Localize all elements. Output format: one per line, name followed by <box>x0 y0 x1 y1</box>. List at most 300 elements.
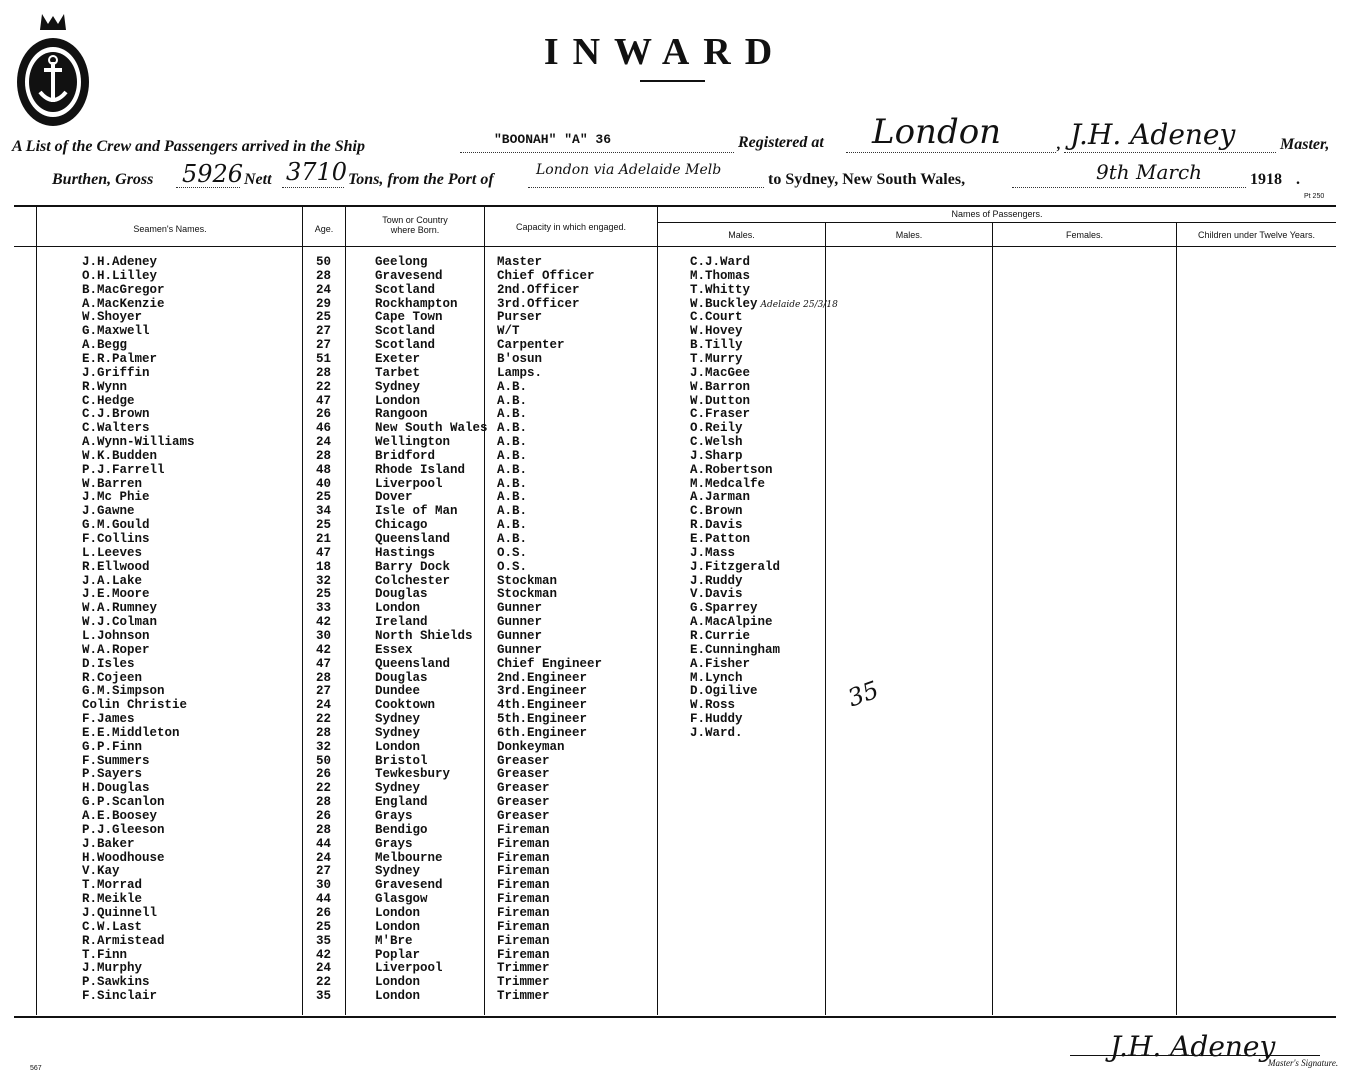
passenger-row <box>690 338 743 352</box>
crew-name: C.Walters <box>82 421 150 436</box>
crew-birthplace: London <box>375 393 421 408</box>
crew-birthplace: Queensland <box>375 532 451 546</box>
pencil-annotation: 35 <box>844 675 883 713</box>
crew-birthplace: Sydney <box>375 725 421 740</box>
crew-birthplace: Colchester <box>375 573 451 588</box>
crew-name: W.A.Rumney <box>82 601 158 616</box>
crew-name: A.MacKenzie <box>82 296 165 311</box>
crest-emblem-icon <box>12 10 94 128</box>
crew-capacity: Lamps. <box>497 365 543 380</box>
crew-capacity: Fireman <box>497 850 550 865</box>
col-males-2: Males. <box>895 230 923 240</box>
crew-row <box>0 629 1347 643</box>
gross-tons: 5926 <box>182 160 244 188</box>
crew-name: D.Isles <box>82 656 135 671</box>
crew-name: L.Johnson <box>82 628 150 643</box>
crew-birthplace: London <box>375 905 421 920</box>
passenger-row <box>690 574 743 588</box>
crew-row <box>0 934 1347 948</box>
crew-birthplace: Chicago <box>375 518 428 533</box>
crew-birthplace: Douglas <box>375 670 428 685</box>
col-passengers: Names of Passengers. <box>951 209 1043 219</box>
crew-capacity: A.B. <box>497 393 528 408</box>
col-age: Age. <box>314 224 334 234</box>
crew-capacity: A.B. <box>497 421 528 436</box>
crew-row <box>0 948 1347 962</box>
crew-capacity: B'osun <box>497 351 543 366</box>
crew-capacity: Fireman <box>497 864 550 879</box>
passenger-row <box>690 671 743 685</box>
crew-birthplace: London <box>375 975 421 990</box>
crew-capacity: W/T <box>497 324 520 339</box>
crew-name: A.Begg <box>82 338 128 353</box>
passenger-name: B.Tilly <box>690 338 743 353</box>
crew-name: G.P.Scanlon <box>82 795 165 810</box>
crew-name: J.Gawne <box>82 504 135 519</box>
crew-birthplace: Grays <box>375 836 413 851</box>
crew-birthplace: Bristol <box>375 753 428 768</box>
crew-birthplace: Exeter <box>375 351 421 366</box>
crew-row <box>0 352 1347 366</box>
period-mark: . <box>1296 171 1300 188</box>
passenger-row <box>690 643 780 657</box>
crew-row <box>0 449 1347 463</box>
crew-age: 30 <box>316 878 332 893</box>
crew-capacity: 3rd.Engineer <box>497 684 588 699</box>
crew-birthplace: Bridford <box>375 448 436 463</box>
crew-age: 22 <box>316 379 332 394</box>
crew-age: 34 <box>316 504 332 519</box>
crew-birthplace: Essex <box>375 642 413 657</box>
passenger-name: R.Currie <box>690 628 751 643</box>
crew-row <box>0 671 1347 685</box>
passenger-row <box>690 490 750 504</box>
crew-capacity: Donkeyman <box>497 739 565 754</box>
passenger-name: C.Brown <box>690 504 743 519</box>
passenger-row <box>690 629 750 643</box>
passenger-row <box>690 615 773 629</box>
crew-age: 22 <box>316 781 332 796</box>
crew-capacity: A.B. <box>497 462 528 477</box>
passenger-name: M.Lynch <box>690 670 743 685</box>
crew-name: P.Sawkins <box>82 975 150 990</box>
crew-birthplace: Liverpool <box>375 961 443 976</box>
crew-name: O.H.Lilley <box>82 268 158 283</box>
passenger-row <box>690 366 750 380</box>
crew-capacity: A.B. <box>497 407 528 422</box>
passenger-row <box>690 352 743 366</box>
crew-row <box>0 795 1347 809</box>
passenger-name: A.Fisher <box>690 656 751 671</box>
crew-name: F.James <box>82 712 135 727</box>
passenger-name: C.Fraser <box>690 407 751 422</box>
passenger-name: J.MacGee <box>690 365 751 380</box>
signature-label: Master's Signature. <box>1268 1058 1339 1068</box>
crew-row <box>0 726 1347 740</box>
crew-birthplace: Cape Town <box>375 310 443 325</box>
crew-birthplace: Rockhampton <box>375 296 458 311</box>
crew-row <box>0 961 1347 975</box>
crew-age: 33 <box>316 601 332 616</box>
crew-name: J.Griffin <box>82 365 150 380</box>
passenger-name: V.Davis <box>690 587 743 602</box>
crew-name: W.J.Colman <box>82 615 158 630</box>
passenger-row <box>690 283 750 297</box>
passenger-note: Adelaide 25/3/18 <box>760 299 838 310</box>
col-seamen-names: Seamen's Names. <box>133 224 207 234</box>
crew-row <box>0 975 1347 989</box>
crew-capacity: Chief Engineer <box>497 656 603 671</box>
col-females: Females. <box>1065 230 1103 240</box>
crew-birthplace: Scotland <box>375 324 436 339</box>
passenger-name: A.Jarman <box>690 490 751 505</box>
crew-birthplace: Melbourne <box>375 850 443 865</box>
crew-capacity: A.B. <box>497 518 528 533</box>
crew-row <box>0 477 1347 491</box>
crew-age: 22 <box>316 712 332 727</box>
title-underline <box>640 80 705 82</box>
passenger-row <box>690 269 750 283</box>
crew-birthplace: Geelong <box>375 255 428 269</box>
crew-birthplace: Poplar <box>375 947 421 962</box>
passenger-row <box>690 518 743 532</box>
passenger-row <box>690 463 773 477</box>
crew-birthplace: London <box>375 601 421 616</box>
crew-capacity: O.S. <box>497 559 528 574</box>
crew-age: 28 <box>316 268 332 283</box>
passenger-row <box>690 601 758 615</box>
passenger-name: O.Reily <box>690 421 743 436</box>
crew-age: 40 <box>316 476 332 491</box>
crew-name: R.Wynn <box>82 379 128 394</box>
passenger-row <box>690 560 780 574</box>
crew-row <box>0 809 1347 823</box>
crew-birthplace: Rangoon <box>375 407 428 422</box>
crew-row <box>0 366 1347 380</box>
passenger-name: E.Cunningham <box>690 642 781 657</box>
crew-name: G.M.Gould <box>82 518 150 533</box>
col-males-1: Males. <box>728 230 755 240</box>
passenger-name: R.Davis <box>690 518 743 533</box>
crew-capacity: A.B. <box>497 448 528 463</box>
crew-name: F.Collins <box>82 532 150 546</box>
crew-name: P.Sayers <box>82 767 143 782</box>
crew-birthplace: England <box>375 795 428 810</box>
crew-row <box>0 338 1347 352</box>
passenger-name: T.Murry <box>690 351 743 366</box>
crew-age: 27 <box>316 338 332 353</box>
crew-age: 25 <box>316 310 332 325</box>
crew-name: W.Barren <box>82 476 143 491</box>
crew-capacity: 5th.Engineer <box>497 712 588 727</box>
crew-capacity: 6th.Engineer <box>497 725 588 740</box>
crew-capacity: 3rd.Officer <box>497 296 580 311</box>
crew-birthplace: Sydney <box>375 712 421 727</box>
crew-row <box>0 615 1347 629</box>
crew-capacity: Fireman <box>497 892 550 907</box>
crew-row <box>0 698 1347 712</box>
crew-age: 26 <box>316 767 332 782</box>
crew-birthplace: Sydney <box>375 864 421 879</box>
passenger-name: C.Welsh <box>690 435 743 450</box>
crew-row <box>0 740 1347 754</box>
crew-capacity: Greaser <box>497 795 550 810</box>
passengers-header-rule <box>658 222 1336 223</box>
crew-capacity: Greaser <box>497 809 550 823</box>
passenger-name: M.Medcalfe <box>690 476 766 491</box>
passenger-row <box>690 394 750 408</box>
passenger-name: F.Huddy <box>690 712 743 727</box>
crew-name: A.E.Boosey <box>82 809 158 823</box>
crew-capacity: Stockman <box>497 587 558 602</box>
master-line <box>1064 152 1276 153</box>
crew-birthplace: Tarbet <box>375 365 421 380</box>
crew-row <box>0 643 1347 657</box>
crew-capacity: Carpenter <box>497 338 565 353</box>
passenger-name: J.Ruddy <box>690 573 743 588</box>
registered-line <box>846 152 1056 153</box>
crew-age: 18 <box>316 559 332 574</box>
crew-age: 26 <box>316 905 332 920</box>
crew-capacity: A.B. <box>497 504 528 519</box>
col-capacity: Capacity in which engaged. <box>515 222 627 232</box>
crew-row <box>0 989 1347 1003</box>
crew-name: V.Kay <box>82 864 120 879</box>
passenger-name: A.MacAlpine <box>690 615 773 630</box>
page-title: INWARD <box>543 31 787 73</box>
crew-age: 24 <box>316 435 332 450</box>
crew-name: A.Wynn-Williams <box>82 435 195 450</box>
crew-birthplace: Gravesend <box>375 878 443 893</box>
crew-name: Colin Christie <box>82 698 188 713</box>
form-code: Pt 250 <box>1304 193 1325 200</box>
crew-birthplace: M'Bre <box>375 933 413 948</box>
crew-name: F.Summers <box>82 753 150 768</box>
crew-capacity: Purser <box>497 310 543 325</box>
passenger-row <box>690 477 765 491</box>
crew-capacity: Trimmer <box>497 961 550 976</box>
passenger-name: C.J.Ward <box>690 255 751 269</box>
crew-birthplace: North Shields <box>375 628 473 643</box>
crew-name: H.Douglas <box>82 781 150 796</box>
passenger-name: W.Buckley <box>690 296 758 311</box>
crew-row <box>0 532 1347 546</box>
passenger-name: G.Sparrey <box>690 601 758 616</box>
crew-age: 51 <box>316 351 332 366</box>
crew-name: J.A.Lake <box>82 573 143 588</box>
crew-name: E.E.Middleton <box>82 725 180 740</box>
passenger-row <box>690 380 750 394</box>
crew-age: 47 <box>316 393 332 408</box>
crew-birthplace: Liverpool <box>375 476 443 491</box>
crew-name: L.Leeves <box>82 545 143 560</box>
passenger-row <box>690 546 735 560</box>
crew-name: J.Baker <box>82 836 135 851</box>
passenger-row <box>690 449 743 463</box>
crew-capacity: A.B. <box>497 532 528 546</box>
crew-name: J.H.Adeney <box>82 255 158 269</box>
crew-row <box>0 269 1347 283</box>
crew-row <box>0 851 1347 865</box>
crew-age: 32 <box>316 573 332 588</box>
crew-row <box>0 283 1347 297</box>
crew-name: G.M.Simpson <box>82 684 165 699</box>
crew-birthplace: Cooktown <box>375 698 436 713</box>
crew-capacity: Stockman <box>497 573 558 588</box>
crew-row <box>0 657 1347 671</box>
crew-age: 46 <box>316 421 332 436</box>
table-header-rule <box>14 246 1336 247</box>
crew-birthplace: Scotland <box>375 338 436 353</box>
passenger-name: J.Fitzgerald <box>690 559 781 574</box>
master-label: Master, <box>1280 136 1330 153</box>
crew-capacity: Gunner <box>497 601 543 616</box>
crew-row <box>0 560 1347 574</box>
crew-capacity: Fireman <box>497 822 550 837</box>
crew-row <box>0 781 1347 795</box>
crew-birthplace: Gravesend <box>375 268 443 283</box>
crew-age: 50 <box>316 753 332 768</box>
passenger-name: C.Court <box>690 310 743 325</box>
col-town: Town or Country where Born. <box>382 215 448 235</box>
crew-birthplace: Ireland <box>375 615 428 630</box>
passenger-row <box>690 532 750 546</box>
crew-birthplace: Wellington <box>375 435 451 450</box>
crew-name: C.J.Brown <box>82 407 150 422</box>
crew-age: 44 <box>316 836 332 851</box>
crew-row <box>0 407 1347 421</box>
passenger-row <box>690 712 743 726</box>
crew-capacity: Greaser <box>497 753 550 768</box>
crew-capacity: Chief Officer <box>497 268 595 283</box>
crew-age: 44 <box>316 892 332 907</box>
crew-row <box>0 394 1347 408</box>
from-port: London via Adelaide Melb <box>536 162 722 178</box>
crew-row <box>0 587 1347 601</box>
passenger-name: M.Thomas <box>690 268 751 283</box>
crew-age: 27 <box>316 684 332 699</box>
crew-name: C.W.Last <box>82 919 143 934</box>
crew-row <box>0 518 1347 532</box>
crew-row <box>0 574 1347 588</box>
passenger-name: A.Robertson <box>690 462 773 477</box>
passenger-row <box>690 324 743 338</box>
crew-capacity: Trimmer <box>497 975 550 990</box>
crew-name: T.Morrad <box>82 878 143 893</box>
crew-row <box>0 878 1347 892</box>
from-port-line <box>528 187 764 188</box>
crew-age: 42 <box>316 615 332 630</box>
crew-age: 25 <box>316 587 332 602</box>
crew-row <box>0 837 1347 851</box>
crew-name: J.Murphy <box>82 961 143 976</box>
comma-separator: , <box>1057 136 1061 153</box>
crew-birthplace: London <box>375 739 421 754</box>
crew-capacity: Fireman <box>497 905 550 920</box>
crew-age: 28 <box>316 670 332 685</box>
nett-tons: 3710 <box>286 158 348 186</box>
burthen-label: Burthen, Gross <box>52 171 154 188</box>
passenger-name: W.Barron <box>690 379 751 394</box>
crew-capacity: A.B. <box>497 476 528 491</box>
registered-port: London <box>872 112 1002 152</box>
passenger-row <box>690 698 735 712</box>
crew-capacity: Master <box>497 255 543 269</box>
passenger-row <box>690 310 743 324</box>
crew-age: 48 <box>316 462 332 477</box>
crew-capacity: O.S. <box>497 545 528 560</box>
crew-age: 24 <box>316 282 332 297</box>
passenger-name: E.Patton <box>690 532 751 546</box>
passenger-row <box>690 255 750 269</box>
page-number: 567 <box>30 1065 42 1072</box>
crew-birthplace: Douglas <box>375 587 428 602</box>
crew-name: R.Ellwood <box>82 559 150 574</box>
ship-name-line <box>460 152 734 153</box>
date-line <box>1012 187 1246 188</box>
crew-age: 35 <box>316 989 332 1004</box>
crew-age: 28 <box>316 725 332 740</box>
crew-capacity: 4th.Engineer <box>497 698 588 713</box>
crew-age: 27 <box>316 324 332 339</box>
passenger-row <box>690 726 743 740</box>
crew-birthplace: New South Wales <box>375 421 488 436</box>
passenger-name: W.Dutton <box>690 393 751 408</box>
crew-name: C.Hedge <box>82 393 135 408</box>
crew-age: 28 <box>316 365 332 380</box>
passenger-row <box>690 657 750 671</box>
crew-age: 24 <box>316 850 332 865</box>
crew-capacity: A.B. <box>497 435 528 450</box>
crew-name: W.Shoyer <box>82 310 143 325</box>
crew-age: 24 <box>316 698 332 713</box>
crew-row <box>0 435 1347 449</box>
crew-age: 25 <box>316 518 332 533</box>
table-bottom-rule <box>14 1016 1336 1018</box>
passenger-name: W.Ross <box>690 698 736 713</box>
passenger-row <box>690 421 743 435</box>
crew-name: W.K.Budden <box>82 448 158 463</box>
crew-row <box>0 380 1347 394</box>
registered-label: Registered at <box>738 134 824 151</box>
crew-age: 28 <box>316 448 332 463</box>
crew-age: 35 <box>316 933 332 948</box>
crew-capacity: Greaser <box>497 781 550 796</box>
crew-age: 25 <box>316 919 332 934</box>
passenger-row <box>690 407 750 421</box>
master-name: J.H. Adeney <box>1070 118 1236 151</box>
year: 1918 <box>1250 171 1282 188</box>
passenger-name: J.Mass <box>690 545 736 560</box>
crew-age: 24 <box>316 961 332 976</box>
crew-name: J.E.Moore <box>82 587 150 602</box>
crew-capacity: Gunner <box>497 642 543 657</box>
crew-name: P.J.Farrell <box>82 462 165 477</box>
nett-label: Nett <box>244 171 272 188</box>
crew-age: 22 <box>316 975 332 990</box>
passenger-row <box>690 587 743 601</box>
crew-age: 27 <box>316 864 332 879</box>
crew-age: 30 <box>316 628 332 643</box>
crew-capacity: Greaser <box>497 767 550 782</box>
crew-birthplace: London <box>375 989 421 1004</box>
passenger-row <box>690 435 743 449</box>
crew-capacity: Fireman <box>497 947 550 962</box>
crew-birthplace: Queensland <box>375 656 451 671</box>
crew-row <box>0 906 1347 920</box>
crew-capacity: Fireman <box>497 836 550 851</box>
crew-row <box>0 310 1347 324</box>
